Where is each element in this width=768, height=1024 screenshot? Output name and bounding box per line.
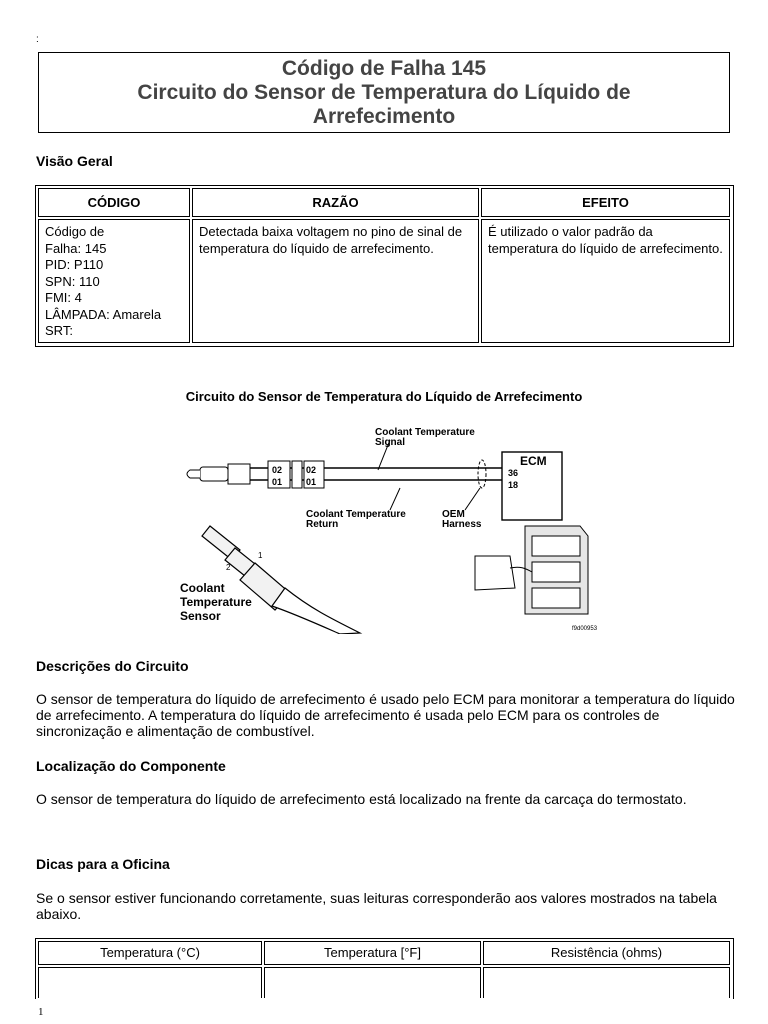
col-header-resistance: Resistência (ohms) xyxy=(483,941,730,965)
pin-36: 36 xyxy=(508,468,519,478)
overview-heading: Visão Geral xyxy=(36,153,113,169)
location-heading: Localização do Componente xyxy=(36,758,226,774)
col-header-code: CÓDIGO xyxy=(38,188,190,217)
return-label-2: Return xyxy=(306,519,339,530)
page-title: Código de Falha 145 xyxy=(281,57,487,80)
location-text: O sensor de temperatura do líquido de arrefecimento está localizado na frente da carcaça do termostato. xyxy=(36,791,687,807)
circuit-desc-heading: Descrições do Circuito xyxy=(36,658,189,674)
ecm-illustration xyxy=(475,526,588,614)
reason-cell: Detectada baixa voltagem no pino de sinal de temperatura do líquido de arrefecimento. xyxy=(192,219,479,343)
tips-heading: Dicas para a Oficina xyxy=(36,856,170,872)
table-cell xyxy=(264,967,481,998)
title-box xyxy=(38,52,730,133)
diagram-caption: Circuito do Sensor de Temperatura do Líquido de Arrefecimento xyxy=(185,389,583,404)
oem-harness-marker xyxy=(478,460,486,488)
corner-mark: : xyxy=(36,34,39,45)
col-header-reason: RAZÃO xyxy=(192,188,479,217)
col-header-effect: EFEITO xyxy=(481,188,730,217)
circuit-desc-text: O sensor de temperatura do líquido de arrefecimento é usado pelo ECM para monitorar a temperatura do líquido de arrefecimento. A temperatura do líquido de arrefecimento é usada pelo ECM para os controles de sincronização e alimentação de combustível. xyxy=(36,691,735,739)
return-label-1: Coolant Temperature xyxy=(306,509,406,520)
page-number: 1 xyxy=(38,1006,44,1018)
table-cell xyxy=(38,967,262,998)
circuit-diagram xyxy=(180,418,610,634)
conn-bottom-b: 01 xyxy=(306,477,317,487)
pin1-label: 1 xyxy=(258,551,263,560)
col-header-temp-c: Temperatura (°C) xyxy=(38,941,262,965)
sensor-label-2: Temperature xyxy=(180,595,252,609)
signal-label-1: Coolant Temperature xyxy=(375,427,475,438)
ecm-label: ECM xyxy=(520,454,547,468)
pin-18: 18 xyxy=(508,480,519,490)
effect-cell: É utilizado o valor padrão da temperatura do líquido de arrefecimento. xyxy=(481,219,730,343)
sensor-label-1: Coolant xyxy=(180,581,225,595)
tips-text: Se o sensor estiver funcionando corretamente, suas leituras corresponderão aos valores mostrados na tabela abaixo. xyxy=(36,890,717,922)
conn-top-b: 02 xyxy=(306,465,317,475)
pin2-label: 2 xyxy=(226,563,231,572)
col-header-temp-f: Temperatura [°F] xyxy=(264,941,481,965)
oem-label-1: OEM xyxy=(442,509,465,520)
code-cell: Código de Falha: 145 PID: P110 SPN: 110 FMI: 4 LÂMPADA: Amarela SRT: xyxy=(38,219,190,343)
conn-bottom-a: 01 xyxy=(272,477,283,487)
oem-label-2: Harness xyxy=(442,519,482,530)
sensor-label-3: Sensor xyxy=(180,609,221,623)
figure-id: f9d00953 xyxy=(572,626,598,632)
signal-label-2: Signal xyxy=(375,437,406,448)
conn-top-a: 02 xyxy=(272,465,283,475)
table-cell xyxy=(483,967,730,998)
sensor-probe xyxy=(187,464,250,484)
sensor-illustration xyxy=(202,526,360,634)
page-subtitle: Circuito do Sensor de Temperatura do Líquido de Arrefecimento xyxy=(137,81,631,128)
